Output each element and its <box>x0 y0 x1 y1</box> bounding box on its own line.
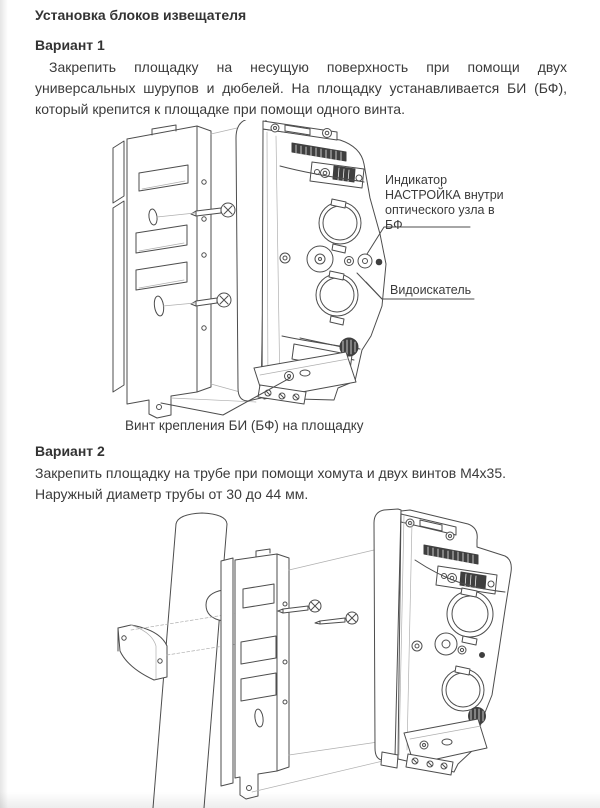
figure-variant2-pipe-mounting-diagram <box>0 505 600 808</box>
variant2-paragraph <box>35 463 567 505</box>
mounting-plate2-drawing <box>221 549 289 799</box>
variant1-paragraph: Закрепить площадку на несущую поверхность при помощи двух универсальных шурупов и дюбелей. На площадку устанавливается БИ (БФ), который крепится к площадке при помощи одного винта. <box>35 59 567 117</box>
indicator-window <box>358 254 372 268</box>
viewfinder-annotation: Видоискатель <box>390 283 472 297</box>
indicator-annotation: Индикатор НАСТРОЙКА внутри оптического узла в БФ <box>385 173 504 232</box>
page-title: Установка блоков извещателя <box>35 7 247 23</box>
variant2-sentence1: Закрепить площадку на трубе при помощи хомута и двух винтов М4х35. <box>35 465 507 481</box>
variant2-sentence2: Наружный диаметр трубы от 30 до 44 мм. <box>35 486 309 502</box>
variant1-heading: Вариант 1 <box>35 37 105 53</box>
variant2-exploded-view-drawing <box>0 505 600 808</box>
clamp-screws-drawing <box>278 600 358 624</box>
variant1-exploded-view-drawing <box>0 120 600 444</box>
figure1-caption: Винт крепления БИ (БФ) на площадку <box>125 418 364 433</box>
detector-unit-drawing <box>236 120 386 404</box>
detector-unit2-drawing <box>374 509 511 775</box>
mounting-plate-drawing <box>113 125 211 418</box>
variant2-heading: Вариант 2 <box>35 443 105 459</box>
fixing-screw-target <box>285 372 294 381</box>
figure-variant1-mounting-diagram <box>0 120 600 444</box>
